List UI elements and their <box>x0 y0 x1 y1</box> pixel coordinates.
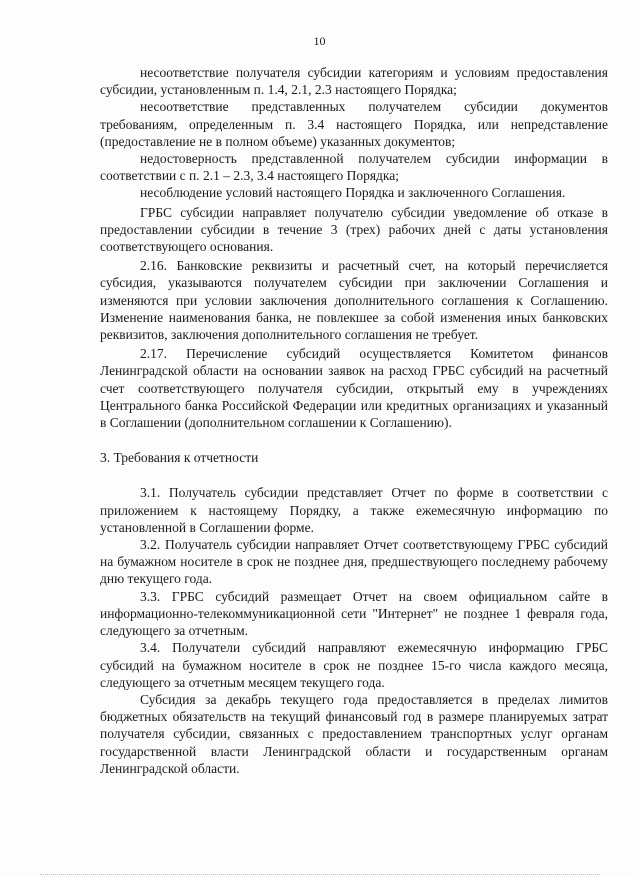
document-body <box>100 64 608 777</box>
paragraph: ГРБС субсидии направляет получателю субсидии уведомление об отказе в предоставлении субсидии в течение 3 (трех) рабочих дней с даты установления соответствующего основания. <box>100 204 608 255</box>
paragraph: 3.4. Получатели субсидий направляют ежемесячную информацию ГРБС субсидий на бумажном носителе в срок не позднее 15-го числа каждого месяца, следующего за отчетным месяцем текущего года. <box>100 640 608 690</box>
paragraph: Субсидия за декабрь текущего года предоставляется в пределах лимитов бюджетных обязательств на текущий финансовый год в размере планируемых затрат получателя субсидии, связанных с предоставлением транспортных услуг органам государственной власти Ленинградской области и государственным органам Ленинградской области. <box>100 691 608 776</box>
paragraph: 2.17. Перечисление субсидий осуществляется Комитетом финансов Ленинградской области на основании заявок на расход ГРБС субсидий на расчетный счет соответствующего получателя субсидии, открытый ему в учреждениях Центрального банка Российской Федерации или кредитных организациях и указанный в Соглашении (дополнительном соглашении к Соглашению). <box>100 346 608 431</box>
section-heading: 3. Требования к отчетности <box>100 450 259 466</box>
paragraph: несоблюдение условий настоящего Порядка и заключенного Соглашения. <box>140 185 566 201</box>
paragraph: 3.1. Получатель субсидии представляет Отчет по форме в соответствии с приложением к настоящему Порядку, а также ежемесячную информацию по установленной в Соглашении форме. <box>100 485 608 535</box>
scan-edge-divider <box>40 874 600 876</box>
paragraph: 3.2. Получатель субсидии направляет Отчет соответствующему ГРБС субсидий на бумажном носителе в срок не позднее дня, предшествующего последнему рабочему дню текущего года. <box>100 537 608 587</box>
paragraph: несоответствие представленных получателем субсидии документов требованиям, определенным п. 3.4 настоящего Порядка, или непредставление (предоставление не в полном объеме) указанных документов; <box>100 99 608 149</box>
page-number: 10 <box>313 34 326 48</box>
paragraph: несоответствие получателя субсидии категориям и условиям предоставления субсидии, установленным п. 1.4, 2.1, 2.3 настоящего Порядка; <box>100 65 608 98</box>
paragraph: 2.16. Банковские реквизиты и расчетный счет, на который перечисляется субсидия, указываются получателем субсидии при заключении Соглашения и изменяются при условии заключения дополнительного соглашения к Соглашению. Изменение наименования банка, не повлекшее за собой изменения иных банковских реквизитов, заключения дополнительного соглашения не требует. <box>100 258 608 343</box>
paragraph: 3.3. ГРБС субсидий размещает Отчет на своем официальном сайте в информационно-телекоммуникационной сети "Интернет" не позднее 1 февраля года, следующего за отчетным. <box>100 588 608 639</box>
paragraph: недостоверность представленной получателем субсидии информации в соответствии с п. 2.1 – 2.3, 3.4 настоящего Порядка; <box>100 151 608 184</box>
